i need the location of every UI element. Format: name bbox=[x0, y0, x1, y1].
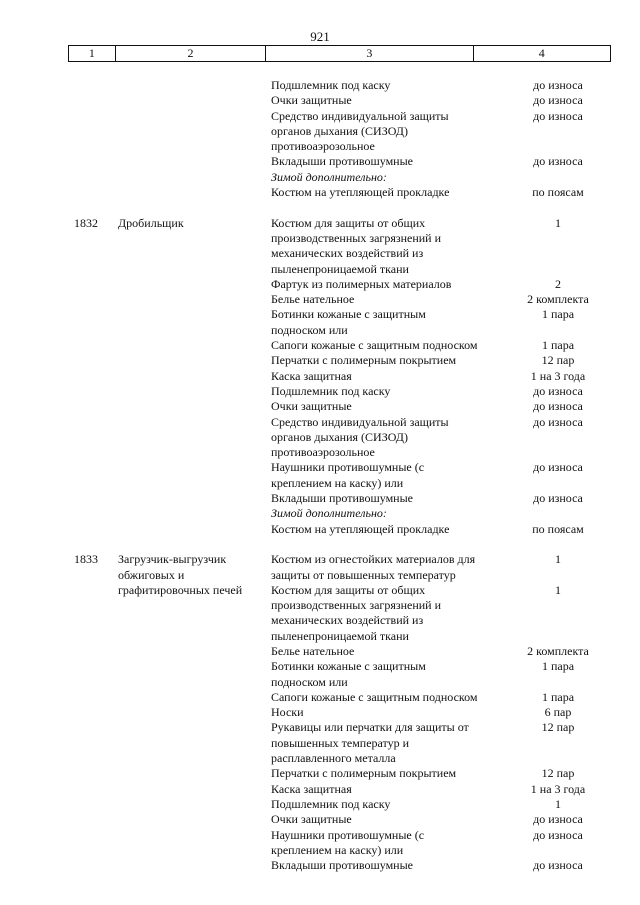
protective-item: Ботинки кожаные с защитным bbox=[271, 307, 426, 322]
protective-item: Вкладыши противошумные bbox=[271, 154, 413, 169]
table-row bbox=[0, 644, 640, 659]
table-header-row bbox=[68, 45, 611, 62]
table-row bbox=[0, 216, 640, 231]
protective-item: механических воздействий из bbox=[271, 246, 424, 261]
table-row bbox=[0, 858, 640, 873]
issue-quantity: 1 bbox=[555, 796, 561, 811]
table-row bbox=[0, 246, 640, 261]
issue-quantity: до износа bbox=[533, 383, 583, 398]
table-row bbox=[0, 445, 640, 460]
row-number: 1832 bbox=[74, 215, 98, 230]
issue-quantity: 1 пара bbox=[541, 689, 575, 704]
protective-item: Вкладыши противошумные bbox=[271, 491, 413, 506]
protective-item: Наушники противошумные (с bbox=[271, 827, 425, 842]
protective-item: Ботинки кожаные с защитным bbox=[271, 659, 426, 674]
protective-item: Костюм из огнестойких материалов для bbox=[271, 552, 476, 567]
protective-item: Подшлемник под каску bbox=[271, 383, 391, 398]
protective-item: Костюм на утепляющей прокладке bbox=[271, 185, 450, 200]
table-body bbox=[0, 78, 640, 873]
issue-quantity: 2 комплекта bbox=[527, 643, 589, 658]
protective-item: Зимой дополнительно: bbox=[271, 506, 387, 521]
issue-quantity: 1 на 3 года bbox=[530, 781, 586, 796]
table-row bbox=[0, 78, 640, 93]
table-row bbox=[0, 323, 640, 338]
protective-item: органов дыхания (СИЗОД) bbox=[271, 123, 408, 138]
table-row bbox=[0, 124, 640, 139]
table-row bbox=[0, 307, 640, 322]
row-spacer bbox=[0, 537, 640, 552]
protective-item: Рукавицы или перчатки для защиты от bbox=[271, 720, 469, 735]
protective-item: Сапоги кожаные с защитным подноском bbox=[271, 689, 478, 704]
issue-quantity: до износа bbox=[533, 154, 583, 169]
issue-quantity: до износа bbox=[533, 399, 583, 414]
table-row bbox=[0, 583, 640, 598]
table-row bbox=[0, 399, 640, 414]
protective-item: Белье нательное bbox=[271, 292, 355, 307]
table-row bbox=[0, 353, 640, 368]
table-row bbox=[0, 415, 640, 430]
protective-item: противоаэрозольное bbox=[271, 139, 375, 154]
protective-item: Костюм для защиты от общих bbox=[271, 215, 426, 230]
protective-item: Носки bbox=[271, 705, 304, 720]
header-cell-4: 4 bbox=[538, 46, 545, 60]
protective-item: органов дыхания (СИЗОД) bbox=[271, 429, 408, 444]
profession-name: обжиговых и bbox=[118, 567, 185, 582]
table-row bbox=[0, 552, 640, 567]
protective-item: Наушники противошумные (с bbox=[271, 460, 425, 475]
table-row bbox=[0, 476, 640, 491]
protective-item: пыленепроницаемой ткани bbox=[271, 261, 409, 276]
protective-item: Средство индивидуальной защиты bbox=[271, 108, 449, 123]
issue-quantity: 12 пар bbox=[541, 720, 575, 735]
table-row bbox=[0, 659, 640, 674]
protective-item: расплавленного металла bbox=[271, 751, 396, 766]
issue-quantity: 1 пара bbox=[541, 338, 575, 353]
protective-item: креплением на каску) или bbox=[271, 842, 404, 857]
table-row bbox=[0, 812, 640, 827]
profession-name: Загрузчик-выгрузчик bbox=[118, 552, 227, 567]
issue-quantity: до износа bbox=[533, 108, 583, 123]
issue-quantity: 1 на 3 года bbox=[530, 368, 586, 383]
table-row bbox=[0, 277, 640, 292]
protective-item: Подшлемник под каску bbox=[271, 78, 391, 92]
table-row bbox=[0, 506, 640, 521]
issue-quantity: 1 bbox=[555, 582, 561, 597]
table-row bbox=[0, 613, 640, 628]
header-cell-1: 1 bbox=[69, 46, 116, 61]
table-row bbox=[0, 384, 640, 399]
protective-item: Очки защитные bbox=[271, 93, 352, 108]
protective-item: Каска защитная bbox=[271, 368, 352, 383]
table-row bbox=[0, 292, 640, 307]
profession-name: Дробильщик bbox=[118, 215, 184, 230]
protective-item: Сапоги кожаные с защитным подноском bbox=[271, 338, 478, 353]
table-row bbox=[0, 93, 640, 108]
protective-item: Перчатки с полимерным покрытием bbox=[271, 353, 457, 368]
table-row bbox=[0, 568, 640, 583]
header-cell-2: 2 bbox=[116, 46, 266, 61]
table-row bbox=[0, 766, 640, 781]
table-row bbox=[0, 843, 640, 858]
issue-quantity: 1 bbox=[555, 215, 561, 230]
table-row bbox=[0, 828, 640, 843]
issue-quantity: до износа bbox=[533, 858, 583, 873]
issue-quantity: до износа bbox=[533, 827, 583, 842]
table-row bbox=[0, 491, 640, 506]
profession-name: графитировочных печей bbox=[118, 582, 243, 597]
issue-quantity: 1 bbox=[555, 552, 561, 567]
protective-item: Подшлемник под каску bbox=[271, 796, 391, 811]
protective-item: защиты от повышенных температур bbox=[271, 567, 456, 582]
table-row bbox=[0, 522, 640, 537]
table-row bbox=[0, 736, 640, 751]
table-row bbox=[0, 598, 640, 613]
protective-item: подноском или bbox=[271, 674, 348, 689]
issue-quantity: 2 комплекта bbox=[527, 292, 589, 307]
table-row bbox=[0, 369, 640, 384]
table-row bbox=[0, 338, 640, 353]
issue-quantity: 12 пар bbox=[541, 353, 575, 368]
issue-quantity: до износа bbox=[533, 414, 583, 429]
protective-item: производственных загрязнений и bbox=[271, 230, 442, 245]
issue-quantity: до износа bbox=[533, 93, 583, 108]
issue-quantity: 6 пар bbox=[544, 705, 572, 720]
protective-item: Очки защитные bbox=[271, 399, 352, 414]
table-row bbox=[0, 751, 640, 766]
issue-quantity: до износа bbox=[533, 812, 583, 827]
table-row bbox=[0, 430, 640, 445]
protective-item: Фартук из полимерных материалов bbox=[271, 276, 452, 291]
issue-quantity: до износа bbox=[533, 491, 583, 506]
issue-quantity: 2 bbox=[555, 276, 561, 291]
protective-item: Белье нательное bbox=[271, 643, 355, 658]
row-spacer bbox=[0, 200, 640, 215]
protective-item: пыленепроницаемой ткани bbox=[271, 628, 409, 643]
protective-item: повышенных температур и bbox=[271, 735, 410, 750]
protective-item: подноском или bbox=[271, 322, 348, 337]
protective-item: креплением на каску) или bbox=[271, 475, 404, 490]
table-row bbox=[0, 690, 640, 705]
table-row bbox=[0, 170, 640, 185]
table-row bbox=[0, 720, 640, 735]
issue-quantity: до износа bbox=[533, 78, 583, 92]
table-row bbox=[0, 705, 640, 720]
protective-item: Каска защитная bbox=[271, 781, 352, 796]
table-row bbox=[0, 109, 640, 124]
protective-item: Средство индивидуальной защиты bbox=[271, 414, 449, 429]
protective-item: Очки защитные bbox=[271, 812, 352, 827]
issue-quantity: 1 пара bbox=[541, 307, 575, 322]
issue-quantity: 1 пара bbox=[541, 659, 575, 674]
issue-quantity: по поясам bbox=[532, 521, 584, 536]
table-row bbox=[0, 460, 640, 475]
table-row bbox=[0, 782, 640, 797]
protective-item: Зимой дополнительно: bbox=[271, 169, 387, 184]
protective-item: Костюм для защиты от общих bbox=[271, 582, 426, 597]
issue-quantity: по поясам bbox=[532, 185, 584, 200]
table-row bbox=[0, 629, 640, 644]
table-row bbox=[0, 675, 640, 690]
protective-item: производственных загрязнений и bbox=[271, 598, 442, 613]
table-row bbox=[0, 262, 640, 277]
table-row bbox=[0, 231, 640, 246]
page-number: 921 bbox=[310, 29, 330, 44]
row-number: 1833 bbox=[74, 552, 98, 567]
table-row bbox=[0, 185, 640, 200]
protective-item: механических воздействий из bbox=[271, 613, 424, 628]
issue-quantity: до износа bbox=[533, 460, 583, 475]
table-row bbox=[0, 139, 640, 154]
protective-item: Вкладыши противошумные bbox=[271, 858, 413, 873]
protective-item: Костюм на утепляющей прокладке bbox=[271, 521, 450, 536]
table-row bbox=[0, 797, 640, 812]
issue-quantity: 12 пар bbox=[541, 766, 575, 781]
protective-item: противоаэрозольное bbox=[271, 445, 375, 460]
table-row bbox=[0, 154, 640, 169]
protective-item: Перчатки с полимерным покрытием bbox=[271, 766, 457, 781]
header-cell-3: 3 bbox=[266, 46, 473, 61]
